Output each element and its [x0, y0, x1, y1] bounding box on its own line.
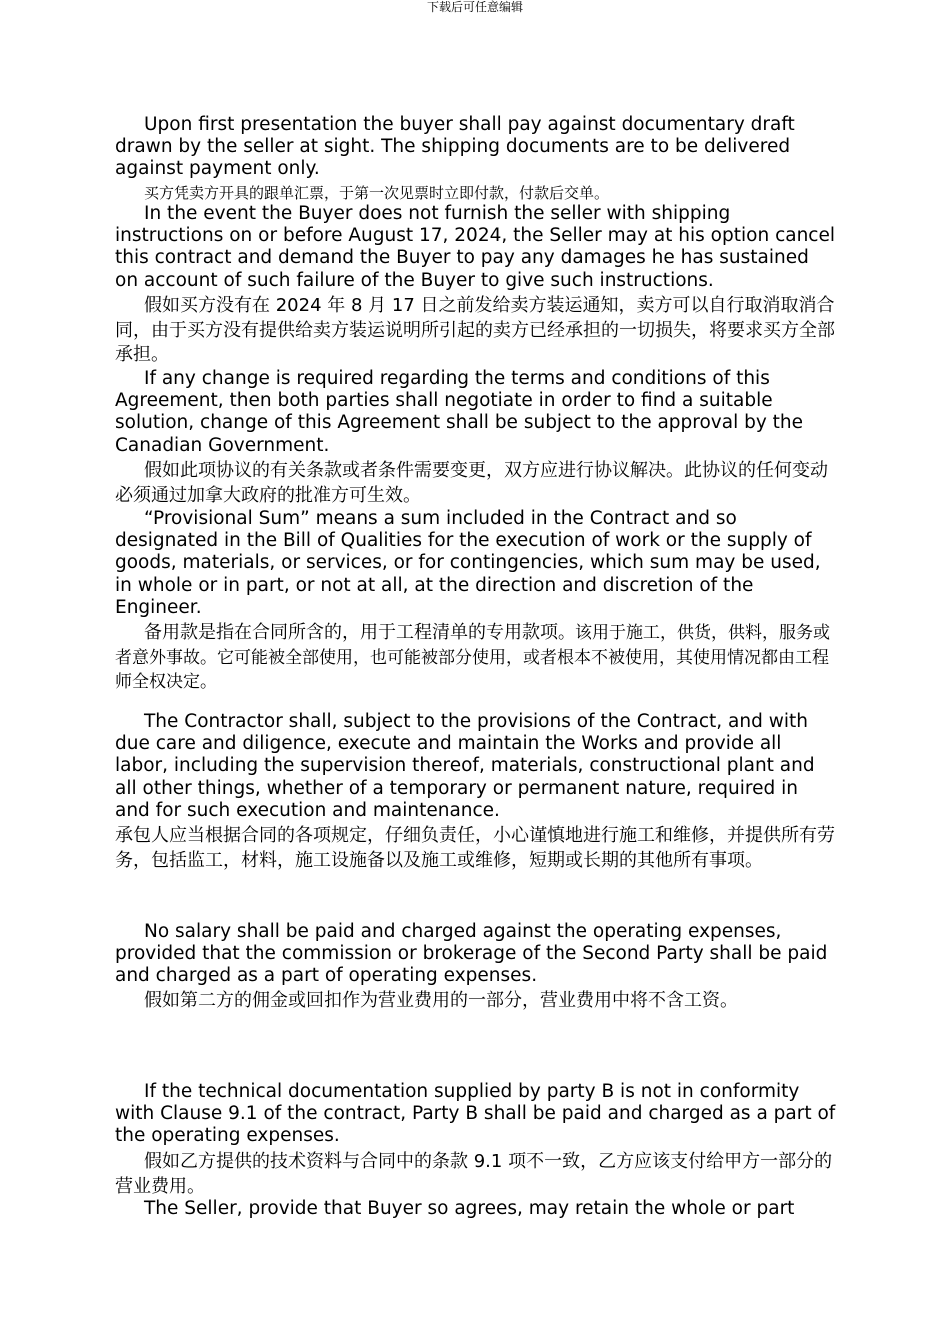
provisional-zh-rest: 。该用于施工，供货，供料，服务或者意外事故。它可能被全部使用，也可能被部分使用，或者根本不被使用，其使用情况都由工程师全权决定。 [115, 623, 830, 692]
paragraph-provisional-en: “Provisional Sum” means a sum included in the Contract and so designated in the Bill of Qualities for the execution of work or the supply of goods, materials, or services, or for contingencies, which sum may be used, in whole or in part, or not at all, at the direction and discretion of the Engineer. [115, 508, 821, 618]
paragraph-technical-zh: 假如乙方提供的技术资料与合同中的条款 9.1 项不一致，乙方应该支付给甲方一部分的营业费用。 [115, 1151, 833, 1197]
paragraph-payment-zh: 买方凭卖方开具的跟单汇票，于第一次见票时立即付款，付款后交单。 [144, 184, 610, 202]
paragraph-seller-en: The Seller, provide that Buyer so agrees, may retain the whole or part [144, 1198, 795, 1219]
paragraph-technical-en: If the technical documentation supplied by party B is not in conformity with Clause 9.1 of the contract, Party B shall be paid and charged as a part of the operating expenses. [115, 1081, 836, 1147]
paragraph-shipping-zh: 假如买方没有在 2024 年 8 月 17 日之前发给卖方装运通知，卖方可以自行取消取消合同，由于买方没有提供给卖方装运说明所引起的卖方已经承担的一切损失，将要求买方全部承担。 [115, 295, 835, 365]
paragraph-provisional-zh [115, 621, 837, 695]
page-header: 下载后可任意编辑 [426, 0, 523, 14]
paragraph-payment-en: Upon first presentation the buyer shall pay against documentary draft drawn by the seller at sight. The shipping documents are to be delivered against payment only. [115, 114, 795, 180]
paragraph-contractor-zh: 承包人应当根据合同的各项规定，仔细负责任，小心谨慎地进行施工和维修，并提供所有劳务，包括监工，材料，施工设施备以及施工或维修，短期或长期的其他所有事项。 [115, 825, 835, 871]
paragraph-change-zh: 假如此项协议的有关条款或者条件需要变更，双方应进行协议解决。此协议的任何变动必须通过加拿大政府的批准方可生效。 [115, 460, 828, 506]
paragraph-change-en: If any change is required regarding the terms and conditions of this Agreement, then both parties shall negotiate in order to find a suitable solution, change of this Agreement shall be subject to the approval by the Canadian Government. [115, 368, 804, 456]
paragraph-salary-zh: 假如第二方的佣金或回扣作为营业费用的一部分，营业费用中将不含工资。 [144, 990, 738, 1011]
paragraph-shipping-en: In the event the Buyer does not furnish the seller with shipping instructions on or before August 17, 2024, the Seller may at his option cancel this contract and demand the Buyer to pay any damages he has sustained on account of such failure of the Buyer to give such instructions. [115, 203, 835, 291]
paragraph-salary-en: No salary shall be paid and charged against the operating expenses, provided that the commission or brokerage of the Second Party shall be paid and charged as a part of operating expenses. [115, 921, 828, 987]
provisional-zh-lead: 备用款是指在合同所含的，用于工程清单的专用款项 [144, 622, 558, 643]
paragraph-contractor-en: The Contractor shall, subject to the provisions of the Contract, and with due care and diligence, execute and maintain the Works and provide all labor, including the supervision thereof, materials, constructional plant and all other things, whether of a temporary or permanent nature, required in and for such execution and maintenance. [115, 711, 815, 821]
